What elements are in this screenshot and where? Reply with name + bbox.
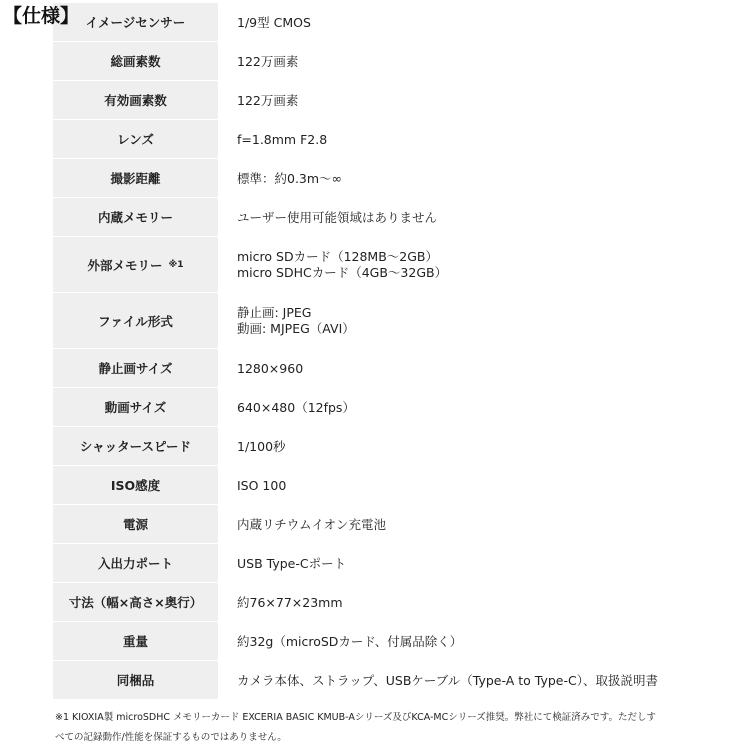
spec-label: 内蔵メモリー bbox=[53, 198, 218, 237]
spec-value-line: 122万画素 bbox=[237, 92, 299, 108]
spec-row-effective-pixels bbox=[53, 81, 743, 120]
footnote bbox=[55, 708, 745, 748]
spec-row-file-format bbox=[53, 293, 743, 349]
spec-value-line: 640×480（12fps） bbox=[237, 399, 355, 415]
spec-value-line: 内蔵リチウムイオン充電池 bbox=[237, 516, 387, 532]
spec-row-lens bbox=[53, 120, 743, 159]
spec-value bbox=[218, 120, 743, 159]
spec-table bbox=[53, 3, 743, 700]
footnote-marker: ※1 bbox=[168, 259, 184, 270]
spec-row-still-size bbox=[53, 349, 743, 388]
spec-row-total-pixels bbox=[53, 42, 743, 81]
spec-value bbox=[218, 388, 743, 427]
spec-value-line: 1/9型 CMOS bbox=[237, 14, 311, 30]
spec-label: ISO感度 bbox=[53, 466, 218, 505]
spec-label: 有効画素数 bbox=[53, 81, 218, 120]
spec-value bbox=[218, 583, 743, 622]
spec-value-line: 標準：約0.3m～∞ bbox=[237, 170, 342, 186]
spec-value bbox=[218, 505, 743, 544]
spec-row-shooting-distance bbox=[53, 159, 743, 198]
spec-value-line: f=1.8mm F2.8 bbox=[237, 131, 328, 147]
spec-row-video-size bbox=[53, 388, 743, 427]
spec-value-line: 約76×77×23mm bbox=[237, 594, 343, 610]
spec-row-dimensions bbox=[53, 583, 743, 622]
spec-value-line: USB Type-Cポート bbox=[237, 555, 347, 571]
spec-row-shutter-speed bbox=[53, 427, 743, 466]
spec-value bbox=[218, 81, 743, 120]
spec-value-line: micro SDHCカード（4GB～32GB） bbox=[237, 265, 448, 280]
spec-value bbox=[218, 622, 743, 661]
spec-value bbox=[218, 198, 743, 237]
page-title: 【仕様】 bbox=[3, 5, 80, 27]
spec-value-line: micro SDカード（128MB～2GB） bbox=[237, 249, 439, 264]
spec-label: イメージセンサー bbox=[53, 3, 218, 42]
spec-label: 入出力ポート bbox=[53, 544, 218, 583]
spec-value bbox=[218, 42, 743, 81]
spec-row-io-port bbox=[53, 544, 743, 583]
spec-row-external-memory bbox=[53, 237, 743, 293]
spec-value-line: 1/100秒 bbox=[237, 438, 286, 454]
spec-value-line: 静止画: JPEG bbox=[237, 305, 312, 320]
spec-value-line: 約32g（microSDカード、付属品除く） bbox=[237, 633, 463, 649]
spec-value-line: カメラ本体、ストラップ、USBケーブル（Type-A to Type-C）、取扱説明書 bbox=[237, 672, 658, 688]
spec-value bbox=[218, 3, 743, 42]
spec-value-line: ユーザー使用可能領域はありません bbox=[237, 209, 438, 225]
spec-label: 静止画サイズ bbox=[53, 349, 218, 388]
spec-value bbox=[218, 661, 743, 700]
spec-label: 動画サイズ bbox=[53, 388, 218, 427]
spec-value-line: 動画: MJPEG（AVI） bbox=[237, 321, 355, 336]
footnote-line: べての記録動作/性能を保証するものではありません。 bbox=[55, 732, 287, 743]
spec-label-text: 外部メモリー bbox=[87, 257, 163, 273]
spec-row-weight bbox=[53, 622, 743, 661]
spec-label: レンズ bbox=[53, 120, 218, 159]
spec-value-line: 1280×960 bbox=[237, 360, 304, 376]
spec-row-included-items bbox=[53, 661, 743, 700]
spec-row-power bbox=[53, 505, 743, 544]
spec-label: シャッタースピード bbox=[53, 427, 218, 466]
spec-value bbox=[218, 349, 743, 388]
spec-row-internal-memory bbox=[53, 198, 743, 237]
spec-row-image-sensor bbox=[53, 3, 743, 42]
spec-value bbox=[218, 293, 743, 349]
spec-value-line: 122万画素 bbox=[237, 53, 299, 69]
spec-value bbox=[218, 544, 743, 583]
spec-label: ファイル形式 bbox=[53, 293, 218, 349]
footnote-line: ※1 KIOXIA製 microSDHC メモリーカード EXCERIA BASIC KMUB-Aシリーズ及びKCA-MCシリーズ推奨。弊社にて検証済みです。ただしす bbox=[55, 712, 657, 723]
spec-label: 電源 bbox=[53, 505, 218, 544]
spec-label: 寸法（幅×高さ×奥行） bbox=[53, 583, 218, 622]
spec-value bbox=[218, 466, 743, 505]
spec-value bbox=[218, 427, 743, 466]
spec-value bbox=[218, 159, 743, 198]
spec-value bbox=[218, 237, 743, 293]
spec-label: 同梱品 bbox=[53, 661, 218, 700]
spec-label: 撮影距離 bbox=[53, 159, 218, 198]
spec-row-iso bbox=[53, 466, 743, 505]
spec-label: 重量 bbox=[53, 622, 218, 661]
spec-label: 総画素数 bbox=[53, 42, 218, 81]
spec-value-line: ISO 100 bbox=[237, 477, 287, 493]
spec-label bbox=[53, 237, 218, 293]
